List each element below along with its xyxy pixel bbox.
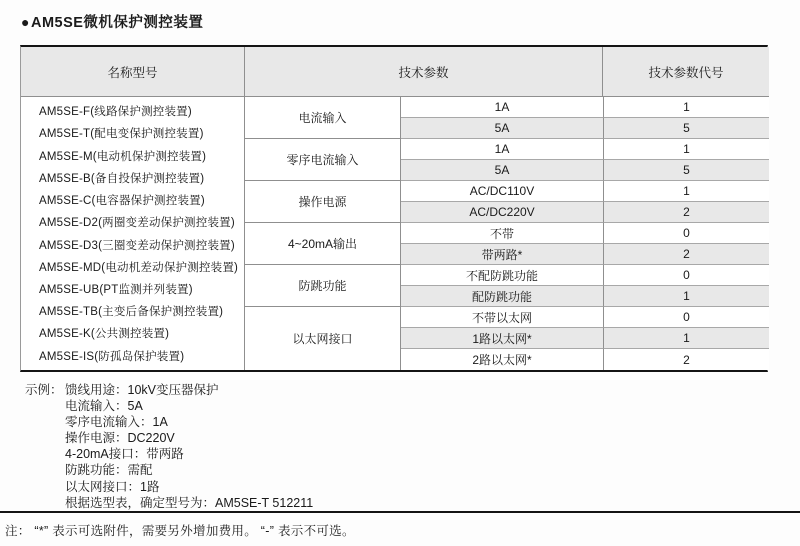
param-code: 1	[603, 97, 769, 118]
param-category: 零序电流输入	[244, 139, 401, 181]
param-category: 操作电源	[244, 181, 401, 223]
bullet-icon: ●	[21, 13, 30, 30]
model-item: AM5SE-T(配电变保护测控装置)	[39, 128, 204, 141]
param-code: 2	[603, 202, 769, 223]
param-value: 带两路*	[401, 244, 603, 265]
param-category: 电流输入	[244, 97, 401, 139]
example-line: 操作电源：DC220V	[65, 431, 175, 446]
param-category: 4~20mA输出	[244, 223, 401, 265]
divider-line	[0, 511, 800, 513]
example-line: 电流输入：5A	[65, 399, 143, 414]
header-name-model: 名称型号	[21, 47, 244, 97]
param-value: 2路以太网*	[401, 349, 603, 370]
example-line: 零序电流输入：1A	[65, 415, 168, 430]
param-value: 5A	[401, 160, 603, 181]
model-item: AM5SE-D3(三圈变差动保护测控装置)	[39, 239, 235, 252]
param-value: 不带	[401, 223, 603, 244]
param-code: 0	[603, 265, 769, 286]
param-value: 1A	[401, 139, 603, 160]
example-line: 馈线用途：10kV变压器保护	[65, 383, 219, 397]
model-item: AM5SE-C(电容器保护测控装置)	[39, 195, 205, 208]
model-list	[21, 97, 244, 370]
param-code: 1	[603, 139, 769, 160]
model-item: AM5SE-D2(两圈变差动保护测控装置)	[39, 217, 235, 230]
example-line: 4-20mA接口：带两路	[65, 447, 184, 462]
param-category: 以太网接口	[244, 307, 401, 370]
param-value: 5A	[401, 118, 603, 139]
param-category: 防跳功能	[244, 265, 401, 307]
page-title-text: AM5SE微机保护测控装置	[30, 15, 204, 31]
param-code: 2	[603, 244, 769, 265]
example-lines	[65, 382, 313, 511]
param-code: 0	[603, 223, 769, 244]
param-value: 1路以太网*	[401, 328, 603, 349]
param-code: 1	[603, 286, 769, 307]
model-item: AM5SE-B(备自投保护测控装置)	[39, 172, 205, 185]
page-title	[21, 11, 203, 32]
model-item: AM5SE-MD(电动机差动保护测控装置)	[39, 261, 239, 274]
param-value: 配防跳功能	[401, 286, 603, 307]
param-code: 1	[603, 328, 769, 349]
example-section	[25, 382, 313, 511]
param-value: 不配防跳功能	[401, 265, 603, 286]
example-label: 示例：	[25, 383, 63, 397]
header-tech-param-code: 技术参数代号	[603, 47, 769, 97]
param-value: AC/DC110V	[401, 181, 603, 202]
param-code: 1	[603, 181, 769, 202]
param-value: AC/DC220V	[401, 202, 603, 223]
product-selection-table	[20, 45, 768, 372]
model-item: AM5SE-M(电动机保护测控装置)	[39, 150, 207, 163]
model-item: AM5SE-UB(PT监测并列装置)	[39, 283, 193, 296]
example-line: 防跳功能：需配	[65, 463, 153, 478]
param-code: 5	[603, 118, 769, 139]
example-line: 根据选型表，确定型号为：AM5SE-T 512211	[65, 495, 314, 510]
param-value: 不带以太网	[401, 307, 603, 328]
model-item: AM5SE-IS(防孤岛保护装置)	[39, 350, 185, 363]
param-code: 2	[603, 349, 769, 370]
header-tech-params: 技术参数	[244, 47, 603, 97]
footnote: 注： “*” 表示可选附件，需要另外增加费用。 “-” 表示不可选。	[5, 524, 355, 538]
param-code: 5	[603, 160, 769, 181]
model-item: AM5SE-K(公共测控装置)	[39, 328, 170, 341]
param-value: 1A	[401, 97, 603, 118]
example-line: 以太网接口：1路	[65, 479, 160, 494]
param-code: 0	[603, 307, 769, 328]
model-item: AM5SE-F(线路保护测控装置)	[39, 106, 192, 119]
model-item: AM5SE-TB(主变后备保护测控装置)	[39, 306, 224, 319]
